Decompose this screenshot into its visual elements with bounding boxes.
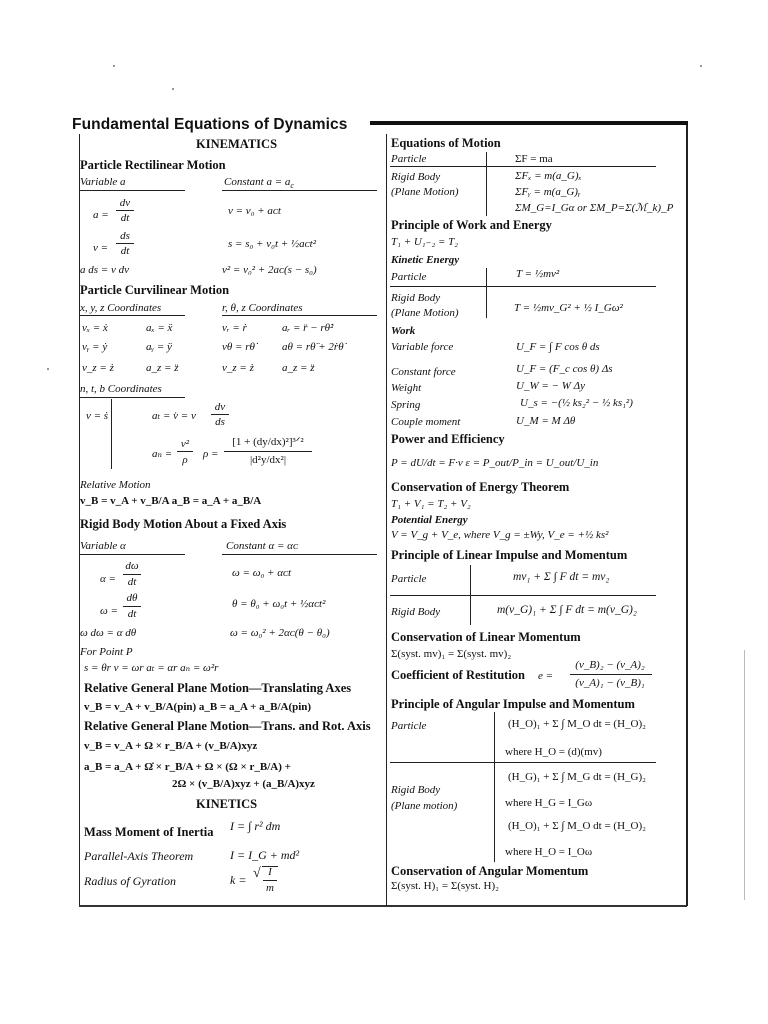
pcm-ntb-label: n, t, b Coordinates [80,383,162,395]
prl-eq3-lhs: a ds = v dv [80,264,129,276]
plim-particle-eq: mv₁ + Σ ∫ F dt = mv₂ [513,571,610,583]
pcm-atheta: aθ = rθ̈ + 2ṙθ̇ [282,341,344,353]
rbfa-eq1-den: dt [127,576,137,588]
rbfa-eq1-rhs: ω = ω₀ + αᴄt [232,567,292,579]
rgpm-translating-heading: Relative General Plane Motion—Translating Axes [84,681,352,695]
ke-rule [390,286,656,287]
pwe-heading: Principle of Work and Energy [391,218,552,232]
paim-plane-motion: (Plane motion) [391,800,458,812]
ke-particle: Particle [391,271,427,283]
pcm-at-num: dv [214,401,226,413]
prl-eq3-rhs: v² = v₀² + 2aᴄ(s − s₀) [222,264,317,276]
ke-divider [486,268,487,318]
pcm-az-cyl: a_z = z̈ [282,362,315,374]
scan-edge [744,650,745,900]
rbfa-rule-left [80,554,185,555]
pcm-an-eq: aₙ = [152,448,173,460]
fraction-bar [123,606,141,607]
pcm-rho-num: [1 + (dy/dx)²]³ᐟ² [232,436,304,448]
rbfa-eq2-num: dθ [126,592,138,604]
rbfa-eq1-num: dω [125,560,139,572]
plim-rule [390,595,656,596]
work-variable-force: Variable force [391,341,454,353]
rog-label: Radius of Gyration [84,874,176,888]
paim-particle-where: where H_O = (d)(mv) [505,746,602,758]
pcm-xyz-label: x, y, z Coordinates [80,302,162,314]
pwe-eq: T₁ + U₁₋₂ = T₂ [391,236,459,248]
eom-rb-eq2: ΣFᵧ = m(a_G)ᵧ [515,186,581,198]
paim-divider [494,712,495,862]
eom-divider [486,152,487,216]
rog-num: I [268,866,272,878]
pot-eq: V = V_g + V_e, where V_g = ±Wy, V_e = +½ ks² [391,529,609,541]
title-rule [370,121,688,125]
scan-speck [172,88,174,90]
fraction-bar [116,243,134,244]
prl-eq1-rhs: v = v₀ + aᴄt [228,205,281,217]
cor-e: e = [538,670,554,682]
rbfa-eq2-rhs: θ = θ₀ + ω₀t + ½αᴄt² [232,598,326,610]
fraction-bar [123,574,141,575]
rbfa-heading: Rigid Body Motion About a Fixed Axis [80,517,287,531]
bottom-border [79,905,687,907]
work-variable-force-eq: U_F = ∫ F cos θ ds [516,341,600,353]
prl-eq2-den: dt [120,245,130,257]
prl-eq1-num: dv [119,197,131,209]
pcm-at-den: ds [215,416,225,428]
cor-num: (v_B)₂ − (v_A)₂ [575,659,645,671]
work-spring-eq: U_s = −(½ ks₂² − ½ ks₁²) [520,397,633,409]
paim-rb-where2: where H_O = I_Oω [505,846,593,858]
work-weight: Weight [391,382,422,394]
cor-heading: Coefficient of Restitution [391,668,525,682]
rbfa-eq3-lhs: ω dω = α dθ [80,627,137,639]
rgpm-rotating-eq3: 2Ω × (v_B/A)xyz + (a_B/A)xyz [172,778,315,790]
work-couple-moment: Couple moment [391,416,461,428]
coam-heading: Conservation of Angular Momentum [391,864,589,878]
rog-den: m [266,882,274,894]
ntb-divider [111,399,112,469]
pcm-vy: vᵧ = ẏ [82,341,108,353]
colm-heading: Conservation of Linear Momentum [391,630,581,644]
pcm-heading: Particle Curvilinear Motion [80,283,230,297]
eom-particle: Particle [391,153,427,165]
pcm-at-eq: aₜ = v̇ = v [152,410,196,422]
fraction-bar [570,674,652,675]
work-couple-moment-eq: U_M = M Δθ [516,415,576,427]
pcm-az: a_z = z̈ [146,362,179,374]
fraction-bar [116,210,134,211]
pcm-v-eq: v = ṡ [86,410,109,422]
pcm-an-num: v² [180,438,190,450]
rbfa-eq2-den: dt [127,608,137,620]
eom-rb-eq1: ΣFₓ = m(a_G)ₓ [515,170,582,182]
fraction-bar [177,451,193,452]
rgpm-rotating-eq2: a_B = a_A + Ω̇ × r_B/A + Ω × (Ω × r_B/A) + [84,761,291,773]
paim-rb-eq2: (H_O)₁ + Σ ∫ M_O dt = (H_O)₂ [508,820,646,832]
pcm-vr: vᵣ = ṙ [222,322,247,334]
scan-speck [47,368,49,370]
pcm-an-den: ρ [182,454,188,466]
rgpm-translating-eq: v_B = v_A + v_B/A(pin) a_B = a_A + a_B/A(pin) [84,701,312,713]
prl-constant-a: Constant $a = a_c$ [224,176,294,191]
ke-rigid-body: Rigid Body [391,292,441,304]
ke-plane-motion: (Plane Motion) [391,307,459,319]
work-constant-force: Constant force [391,366,456,378]
pat-eq: I = I_G + md² [230,848,300,862]
paim-rigid-body: Rigid Body [391,784,441,796]
work-spring: Spring [391,399,421,411]
pcm-ay: aᵧ = ÿ [146,341,172,353]
work-label: Work [391,325,416,337]
pcm-vz-cyl: v_z = ż [222,362,254,374]
prl-eq1-lhs: a = [93,209,109,221]
point-p-label: For Point P [80,646,133,658]
scan-speck [113,65,115,67]
prl-eq2-num: ds [120,230,130,242]
colm-eq: Σ(syst. mv)₁ = Σ(syst. mv)₂ [391,648,512,660]
prl-variable-a: Variable a [80,176,126,188]
prl-eq2-rhs: s = s₀ + v₀t + ½aᴄt² [228,238,316,250]
column-divider [386,134,387,906]
work-weight-eq: U_W = − W Δy [516,380,585,392]
prl-rule-right [222,190,377,191]
eom-rb-eq3: ΣM_G=I_Gα or ΣM_P=Σ(ℳ_k)_P [515,202,674,214]
fraction-bar [263,880,277,881]
eom-particle-eq: ΣF = ma [515,153,553,165]
coam-eq: Σ(syst. H)₁ = Σ(syst. H)₂ [391,880,499,892]
plim-heading: Principle of Linear Impulse and Momentum [391,548,628,562]
rbfa-rule-right [222,554,377,555]
plim-rb-eq: m(v_G)₁ + Σ ∫ F dt = m(v_G)₂ [497,604,637,616]
eom-rule [390,166,656,167]
pcm-ax: aₓ = ẍ [146,322,173,334]
pcm-vtheta: vθ = rθ̇ [222,341,255,353]
eom-rigid-body: Rigid Body [391,171,441,183]
eom-plane-motion: (Plane Motion) [391,186,459,198]
pcm-rule-right [222,315,377,316]
kinematics-heading: KINEMATICS [196,137,278,151]
cor-den: (v_A)₁ − (v_B)₁ [575,677,645,689]
plim-particle: Particle [391,573,427,585]
paim-rb-eq1: (H_G)₁ + Σ ∫ M_G dt = (H_G)₂ [508,771,646,783]
page-title: Fundamental Equations of Dynamics [72,116,348,133]
pot-label: Potential Energy [391,514,468,526]
prl-eq1-den: dt [120,212,130,224]
fraction-bar [211,414,229,415]
mmi-label: Mass Moment of Inertia [84,825,214,839]
pe-eq: P = dU/dt = F·v ε = P_out/P_in = U_out/U_in [391,457,599,469]
coe-eq: T₁ + V₁ = T₂ + V₂ [391,498,471,510]
paim-rb-where1: where H_G = I_Gω [505,797,593,809]
ke-particle-eq: T = ½mv² [516,268,560,280]
rgpm-rotating-heading: Relative General Plane Motion—Trans. and Rot. Axis [84,719,371,733]
point-p-eq: s = θr v = ωr aₜ = αr aₙ = ω²r [84,662,219,674]
prl-heading: Particle Rectilinear Motion [80,158,226,172]
work-constant-force-eq: U_F = (F_c cos θ) Δs [516,363,613,375]
rbfa-eq2-lhs: ω = [100,605,118,617]
paim-heading: Principle of Angular Impulse and Momentum [391,697,635,711]
pcm-rtz-label: r, θ, z Coordinates [222,302,303,314]
rbfa-constant: Constant α = αᴄ [226,540,298,552]
kinetics-heading: KINETICS [196,797,258,811]
eom-heading: Equations of Motion [391,136,501,150]
scan-speck [700,65,702,67]
prl-rule-left [80,190,185,191]
rbfa-eq3-rhs: ω = ω₀² + 2αᴄ(θ − θ₀) [230,627,330,639]
mmi-eq: I = ∫ r² dm [230,819,281,833]
ke-rb-eq: T = ½mv_G² + ½ I_Gω² [514,302,623,314]
prl-eq2-lhs: v = [93,242,109,254]
rel-motion-eq: v_B = v_A + v_B/A a_B = a_A + a_B/A [80,495,262,507]
rbfa-variable: Variable α [80,540,126,552]
pat-label: Parallel-Axis Theorem [84,849,194,863]
coe-heading: Conservation of Energy Theorem [391,480,570,494]
fraction-bar [224,451,312,452]
rgpm-rotating-eq1: v_B = v_A + Ω × r_B/A + (v_B/A)xyz [84,740,258,752]
paim-rule [390,762,656,763]
right-border [686,124,688,906]
pe-heading: Power and Efficiency [391,432,505,446]
plim-rigid-body: Rigid Body [391,606,441,618]
ke-label: Kinetic Energy [391,254,460,266]
paim-particle: Particle [391,720,427,732]
rbfa-eq1-lhs: α = [100,573,116,585]
paim-particle-eq: (H_O)₁ + Σ ∫ M_O dt = (H_O)₂ [508,718,646,730]
pcm-vx: vₓ = ẋ [82,322,108,334]
pcm-rho-den: |d²y/dx²| [249,454,287,466]
pcm-ntb-rule [80,397,185,398]
rel-motion-label: Relative Motion [80,479,151,491]
pcm-ar: aᵣ = r̈ − rθ̇² [282,322,334,334]
sqrt-sign: √ [253,866,261,881]
pcm-rule-left [80,315,185,316]
pcm-vz: v_z = ż [82,362,114,374]
pcm-rho-eq: ρ = [203,448,219,460]
rog-eq: k = [230,873,247,887]
